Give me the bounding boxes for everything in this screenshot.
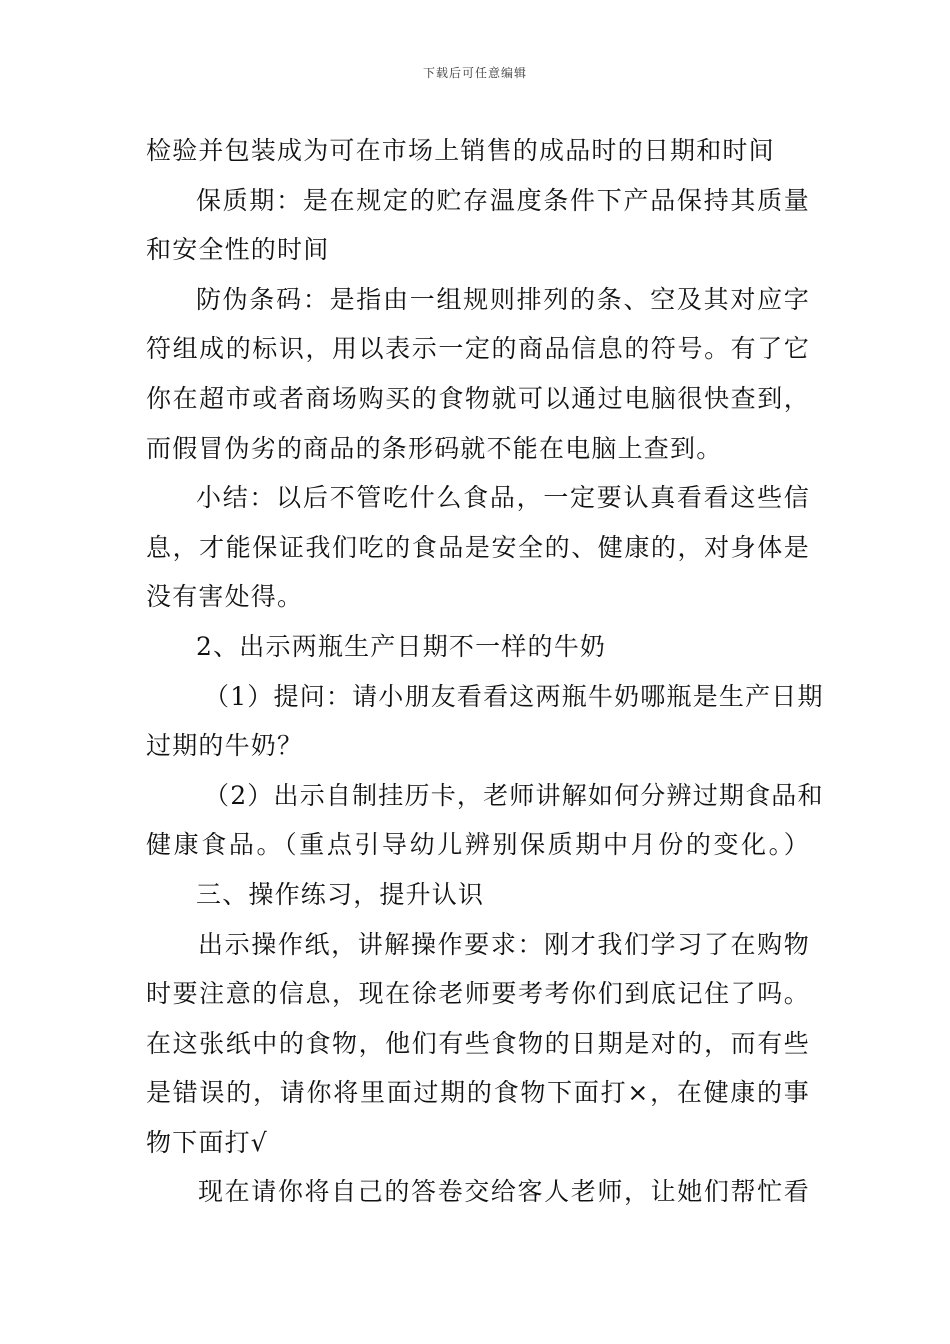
text-line: 是错误的，请你将里面过期的食物下面打×，在健康的事 — [146, 1078, 810, 1108]
text-line: 2、出示两瓶生产日期不一样的牛奶 — [196, 631, 607, 661]
text-line: 三、操作练习，提升认识 — [196, 879, 485, 909]
text-line: 时要注意的信息，现在徐老师要考考你们到底记住了吗。 — [146, 979, 810, 1009]
text-line: 和安全性的时间 — [146, 235, 330, 265]
text-line: （2）出示自制挂历卡，老师讲解如何分辨过期食品和 — [204, 780, 824, 810]
text-line: 你在超市或者商场购买的食物就可以通过电脑很快查到， — [146, 383, 810, 413]
text-line: 在这张纸中的食物，他们有些食物的日期是对的，而有些 — [146, 1028, 810, 1058]
text-line: （1）提问：请小朋友看看这两瓶牛奶哪瓶是生产日期 — [204, 681, 824, 711]
text-line: 现在请你将自己的答卷交给客人老师，让她们帮忙看 — [198, 1177, 810, 1207]
text-line: 检验并包装成为可在市场上销售的成品时的日期和时间 — [146, 136, 775, 165]
text-line: 而假冒伪劣的商品的条形码就不能在电脑上查到。 — [146, 433, 723, 463]
text-line: 过期的牛奶？ — [146, 731, 304, 761]
text-line: 出示操作纸，讲解操作要求：刚才我们学习了在购物 — [198, 929, 810, 959]
text-line: 没有害处得。 — [146, 582, 304, 612]
text-line: 息，才能保证我们吃的食品是安全的、健康的，对身体是 — [146, 532, 810, 562]
document-body — [146, 126, 824, 1217]
text-line: 防伪条码：是指由一组规则排列的条、空及其对应字 — [196, 284, 810, 314]
text-line: 小结：以后不管吃什么食品，一定要认真看看这些信 — [196, 483, 810, 513]
text-line: 保质期：是在规定的贮存温度条件下产品保持其质量 — [196, 185, 810, 215]
text-line: 符组成的标识，用以表示一定的商品信息的符号。有了它 — [146, 334, 810, 364]
text-line: 物下面打√ — [146, 1127, 268, 1157]
text-line: 健康食品。（重点引导幼儿辨别保质期中月份的变化。） — [146, 830, 810, 860]
page-header-note: 下载后可任意编辑 — [422, 66, 527, 80]
